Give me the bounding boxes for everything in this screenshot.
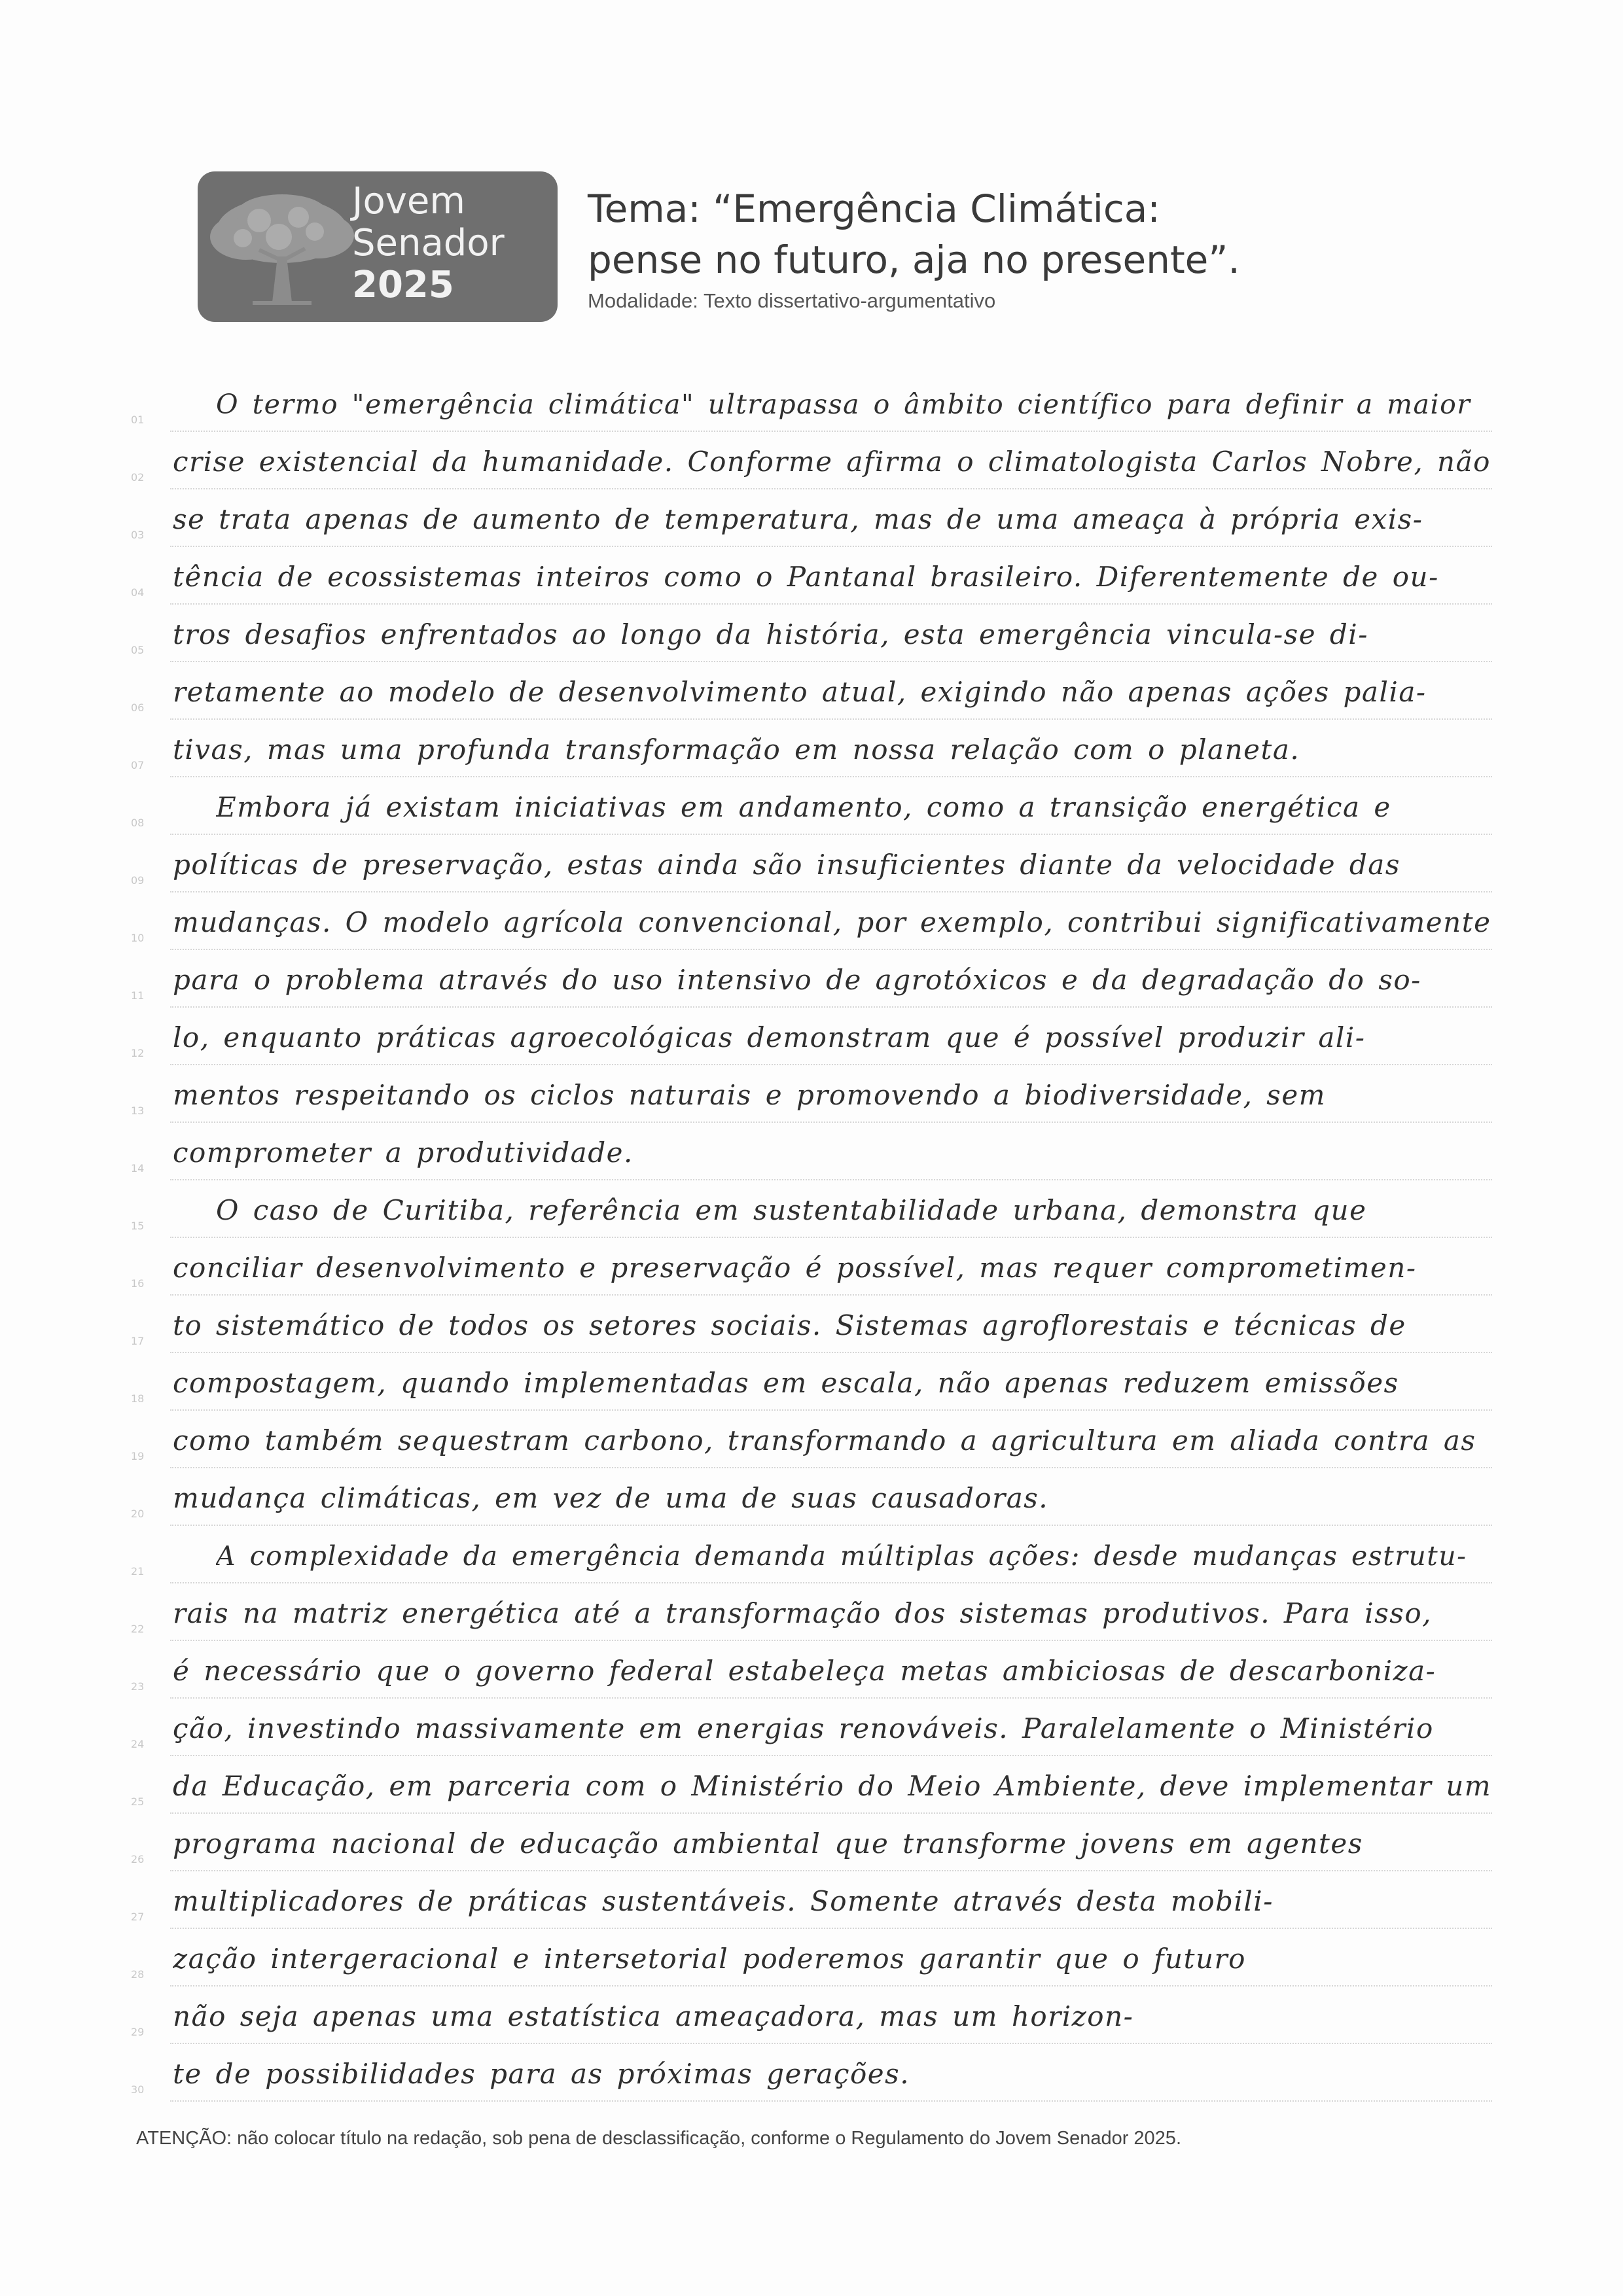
line-text: mentos respeitando os ciclos naturais e promovendo a biodiversidade, sem [173,1079,1326,1111]
line-rule [170,1064,1492,1065]
essay-line [131,1589,1492,1646]
line-rule [170,834,1492,835]
line-text: compostagem, quando implementadas em escala, não apenas reduzem emissões [173,1367,1399,1399]
line-rule [170,546,1492,547]
essay-line [131,1704,1492,1761]
atencao-note: ATENÇÃO: não colocar título na redação, sob pena de desclassificação, conforme o Regulamento do Jovem Senador 2025. [136,2128,1181,2149]
logo-line-1: Jovem [352,180,465,222]
line-text: crise existencial da humanidade. Conforme afirma o climatologista Carlos Nobre, não [173,446,1491,478]
essay-line [131,667,1492,725]
essay-line [131,725,1492,783]
line-rule [170,1985,1492,1987]
line-rule [170,661,1492,662]
line-rule [170,1294,1492,1296]
line-text: para o problema através do uso intensivo de agrotóxicos e da degradação do so- [173,964,1421,996]
line-text: como também sequestram carbono, transformando a agricultura em aliada contra as [173,1424,1476,1457]
line-number: 25 [131,1795,145,1808]
line-text: ção, investindo massivamente em energias renováveis. Paralelamente o Ministério [173,1712,1434,1744]
line-number: 12 [131,1047,145,1059]
logo-line-3: 2025 [352,264,454,306]
line-text: O caso de Curitiba, referência em sustentabilidade urbana, demonstra que [216,1194,1367,1226]
line-rule [170,1525,1492,1526]
line-rule [170,2100,1492,2102]
line-rule [170,1870,1492,1871]
line-text: A complexidade da emergência demanda múltiplas ações: desde mudanças estrutu- [216,1540,1467,1572]
line-number: 14 [131,1162,145,1174]
line-number: 19 [131,1450,145,1462]
line-number: 23 [131,1680,145,1693]
line-number: 24 [131,1738,145,1750]
line-number: 29 [131,2026,145,2038]
essay-line [131,1877,1492,1934]
line-text: mudança climáticas, em vez de uma de suas causadoras. [173,1482,1049,1514]
essay-line [131,1819,1492,1877]
essay-line [131,1934,1492,1992]
line-number: 03 [131,529,145,541]
logo-wordmark [352,181,552,306]
tree-icon [207,191,357,312]
line-text: políticas de preservação, estas ainda são insuficientes diante da velocidade das [173,849,1400,881]
line-rule [170,1697,1492,1699]
line-rule [170,1006,1492,1008]
line-text: tros desafios enfrentados ao longo da história, esta emergência vincula-se di- [173,618,1368,650]
line-number: 16 [131,1277,145,1290]
header-text [588,183,1504,313]
essay-line [131,898,1492,955]
line-number: 07 [131,759,145,771]
line-text: Embora já existam iniciativas em andamento, como a transição energética e [216,791,1391,823]
line-number: 22 [131,1623,145,1635]
essay-line [131,1992,1492,2049]
essay-line [131,1646,1492,1704]
line-rule [170,1467,1492,1468]
line-number: 17 [131,1335,145,1347]
line-rule [170,718,1492,720]
line-text: é necessário que o governo federal estabeleça metas ambiciosas de descarboniza- [173,1655,1436,1687]
line-rule [170,891,1492,892]
logo-line-2: Senador [352,222,505,264]
line-rule [170,1237,1492,1238]
line-number: 26 [131,1853,145,1865]
line-rule [170,1928,1492,1929]
essay-line [131,437,1492,495]
line-number: 04 [131,586,145,599]
essay-line [131,955,1492,1013]
line-text: te de possibilidades para as próximas gerações. [173,2058,910,2090]
line-rule [170,1122,1492,1123]
line-rule [170,1409,1492,1411]
essay-line [131,610,1492,667]
line-number: 01 [131,414,145,426]
line-number: 13 [131,1104,145,1117]
line-number: 10 [131,932,145,944]
line-text: zação intergeracional e intersetorial poderemos garantir que o futuro [173,1943,1246,1975]
essay-line [131,1301,1492,1358]
essay-line [131,783,1492,840]
essay-line [131,2049,1492,2107]
jovem-senador-logo [198,171,558,322]
line-number: 30 [131,2083,145,2096]
essay-line [131,552,1492,610]
line-number: 11 [131,989,145,1002]
line-number: 02 [131,471,145,484]
line-number: 15 [131,1220,145,1232]
essay-line [131,1070,1492,1128]
line-text: programa nacional de educação ambiental que transforme jovens em agentes [173,1828,1363,1860]
line-rule [170,1640,1492,1641]
line-rule [170,2043,1492,2044]
essay-line [131,1474,1492,1531]
line-number: 09 [131,874,145,887]
line-number: 28 [131,1968,145,1981]
line-text: conciliar desenvolvimento e preservação é possível, mas requer comprometimen- [173,1252,1417,1284]
line-rule [170,1755,1492,1756]
essay-line [131,1531,1492,1589]
tema-line-2: pense no futuro, aja no presente”. [588,238,1240,282]
line-text: rais na matriz energética até a transformação dos sistemas produtivos. Para isso, [173,1597,1432,1629]
line-rule [170,776,1492,777]
line-number: 18 [131,1392,145,1405]
handwritten-essay [131,380,1492,2107]
line-number: 21 [131,1565,145,1578]
line-number: 06 [131,701,145,714]
line-text: multiplicadores de práticas sustentáveis. Somente através desta mobili- [173,1885,1274,1917]
essay-line [131,840,1492,898]
essay-line [131,380,1492,437]
line-rule [170,1352,1492,1353]
line-rule [170,431,1492,432]
essay-line [131,1013,1492,1070]
line-text: lo, enquanto práticas agroecológicas demonstram que é possível produzir ali- [173,1021,1366,1053]
line-text: retamente ao modelo de desenvolvimento atual, exigindo não apenas ações palia- [173,676,1427,708]
line-text: se trata apenas de aumento de temperatura, mas de uma ameaça à própria exis- [173,503,1423,535]
line-rule [170,1582,1492,1583]
modalidade: Modalidade: Texto dissertativo-argumentativo [588,289,996,312]
line-text: O termo "emergência climática" ultrapassa o âmbito científico para definir a maior [216,389,1471,420]
line-text: não seja apenas uma estatística ameaçadora, mas um horizon- [173,2000,1134,2032]
line-number: 27 [131,1911,145,1923]
essay-line [131,1358,1492,1416]
line-text: comprometer a produtividade. [173,1137,633,1169]
line-number: 20 [131,1508,145,1520]
line-text: tivas, mas uma profunda transformação em nossa relação com o planeta. [173,733,1300,766]
line-text: mudanças. O modelo agrícola convencional, por exemplo, contribui significativamente [173,906,1491,938]
line-rule [170,488,1492,489]
line-text: tência de ecossistemas inteiros como o Pantanal brasileiro. Diferentemente de ou- [173,561,1439,593]
line-rule [170,949,1492,950]
line-rule [170,1812,1492,1814]
line-text: to sistemático de todos os setores sociais. Sistemas agroflorestais e técnicas de [173,1309,1406,1341]
line-number: 08 [131,817,145,829]
essay-line [131,495,1492,552]
essay-line [131,1416,1492,1474]
tema-line-1: Tema: “Emergência Climática: [588,186,1160,231]
line-text: da Educação, em parceria com o Ministério do Meio Ambiente, deve implementar um [173,1770,1492,1802]
line-rule [170,1179,1492,1180]
essay-line [131,1186,1492,1243]
essay-line [131,1243,1492,1301]
essay-line [131,1761,1492,1819]
essay-line [131,1128,1492,1186]
line-number: 05 [131,644,145,656]
line-rule [170,603,1492,605]
